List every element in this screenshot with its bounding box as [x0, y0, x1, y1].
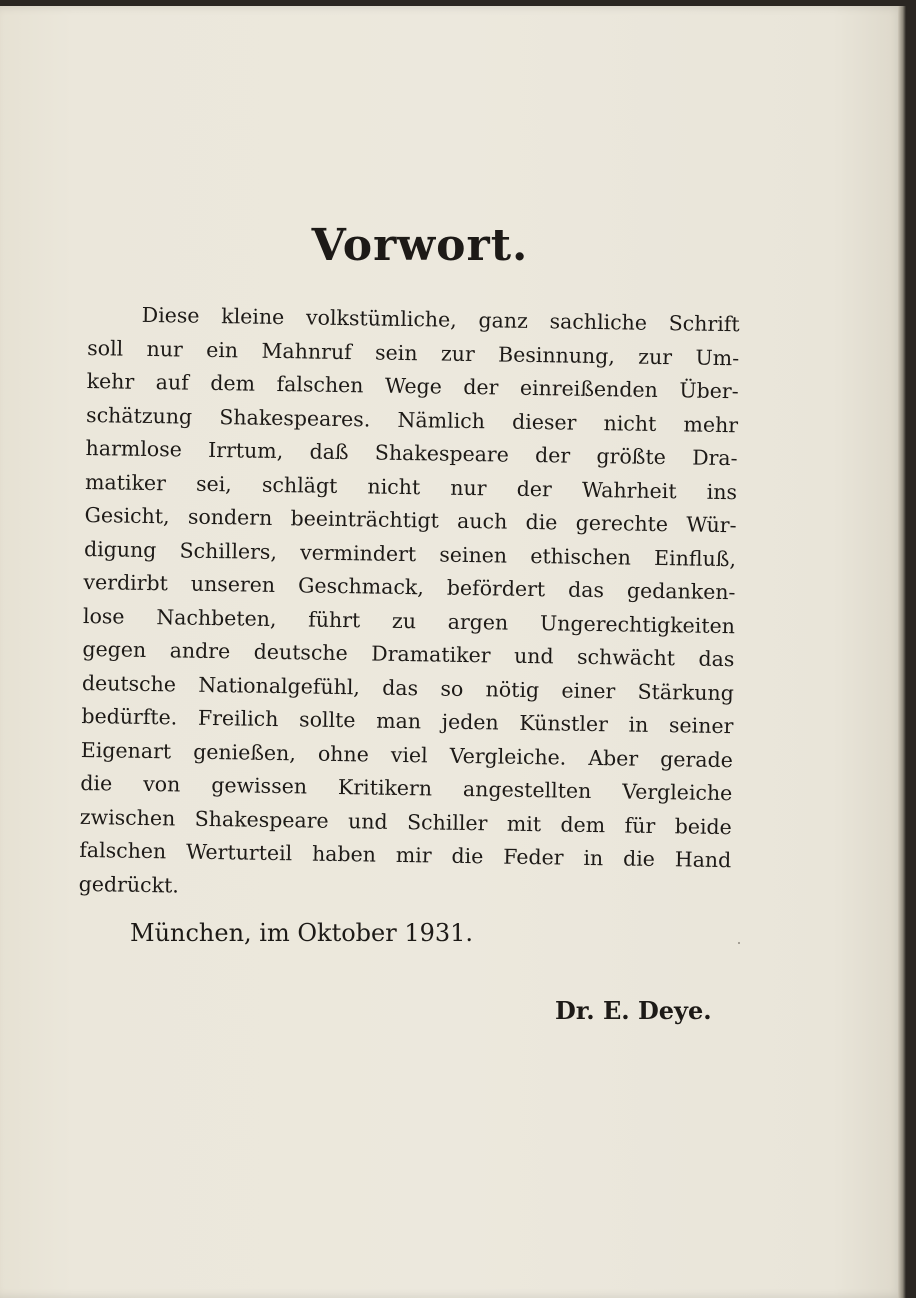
page-title: Vorwort.	[311, 220, 529, 271]
paper-page	[0, 6, 906, 1298]
paragraph-line: schätzung Shakespeares. Nämlich dieser nicht mehr	[85, 402, 739, 437]
paragraph-line: digung Schillers, vermindert seinen ethischen Einfluß,	[83, 536, 737, 571]
paragraph-line: die von gewissen Kritikern angestellten Vergleiche	[80, 770, 733, 806]
paragraph-line: verdirbt unseren Geschmack, befördert das gedanken-	[83, 569, 736, 605]
paragraph-line: kehr auf dem falschen Wege der einreißenden Über-	[86, 368, 739, 404]
paragraph-line: falschen Werturteil haben mir die Feder in die Hand	[79, 837, 732, 873]
page-edge-shadow	[898, 6, 906, 1298]
paragraph-line: deutsche Nationalgefühl, das so nötig einer Stärkung	[81, 670, 735, 705]
foreword-paragraph	[79, 298, 740, 911]
paragraph-line: Diese kleine volkstümliche, ganz sachliche Schrift	[141, 302, 740, 337]
paragraph-line: gedrückt.	[78, 871, 180, 897]
paragraph-line: Gesicht, sondern beeinträchtigt auch die gerechte Wür-	[84, 502, 737, 538]
paragraph-line: matiker sei, schlägt nicht nur der Wahrheit ins	[84, 469, 738, 504]
paragraph-line: lose Nachbeten, führt zu argen Ungerechtigkeiten	[82, 603, 736, 638]
author-signature: Dr. E. Deye.	[555, 996, 712, 1025]
place-and-date: München, im Oktober 1931.	[130, 919, 474, 947]
paragraph-line: Eigenart genießen, ohne viel Vergleiche. Aber gerade	[80, 737, 734, 772]
paper-speck	[738, 942, 740, 944]
paragraph-line: zwischen Shakespeare und Schiller mit dem für beide	[79, 804, 732, 839]
paragraph-line: bedürfte. Freilich sollte man jeden Künstler in seiner	[81, 703, 734, 739]
paragraph-line: soll nur ein Mahnruf sein zur Besinnung, zur Um-	[87, 335, 740, 370]
paragraph-line: gegen andre deutsche Dramatiker und schwächt das	[82, 636, 735, 672]
paragraph-line: harmlose Irrtum, daß Shakespeare der größte Dra-	[85, 435, 738, 471]
